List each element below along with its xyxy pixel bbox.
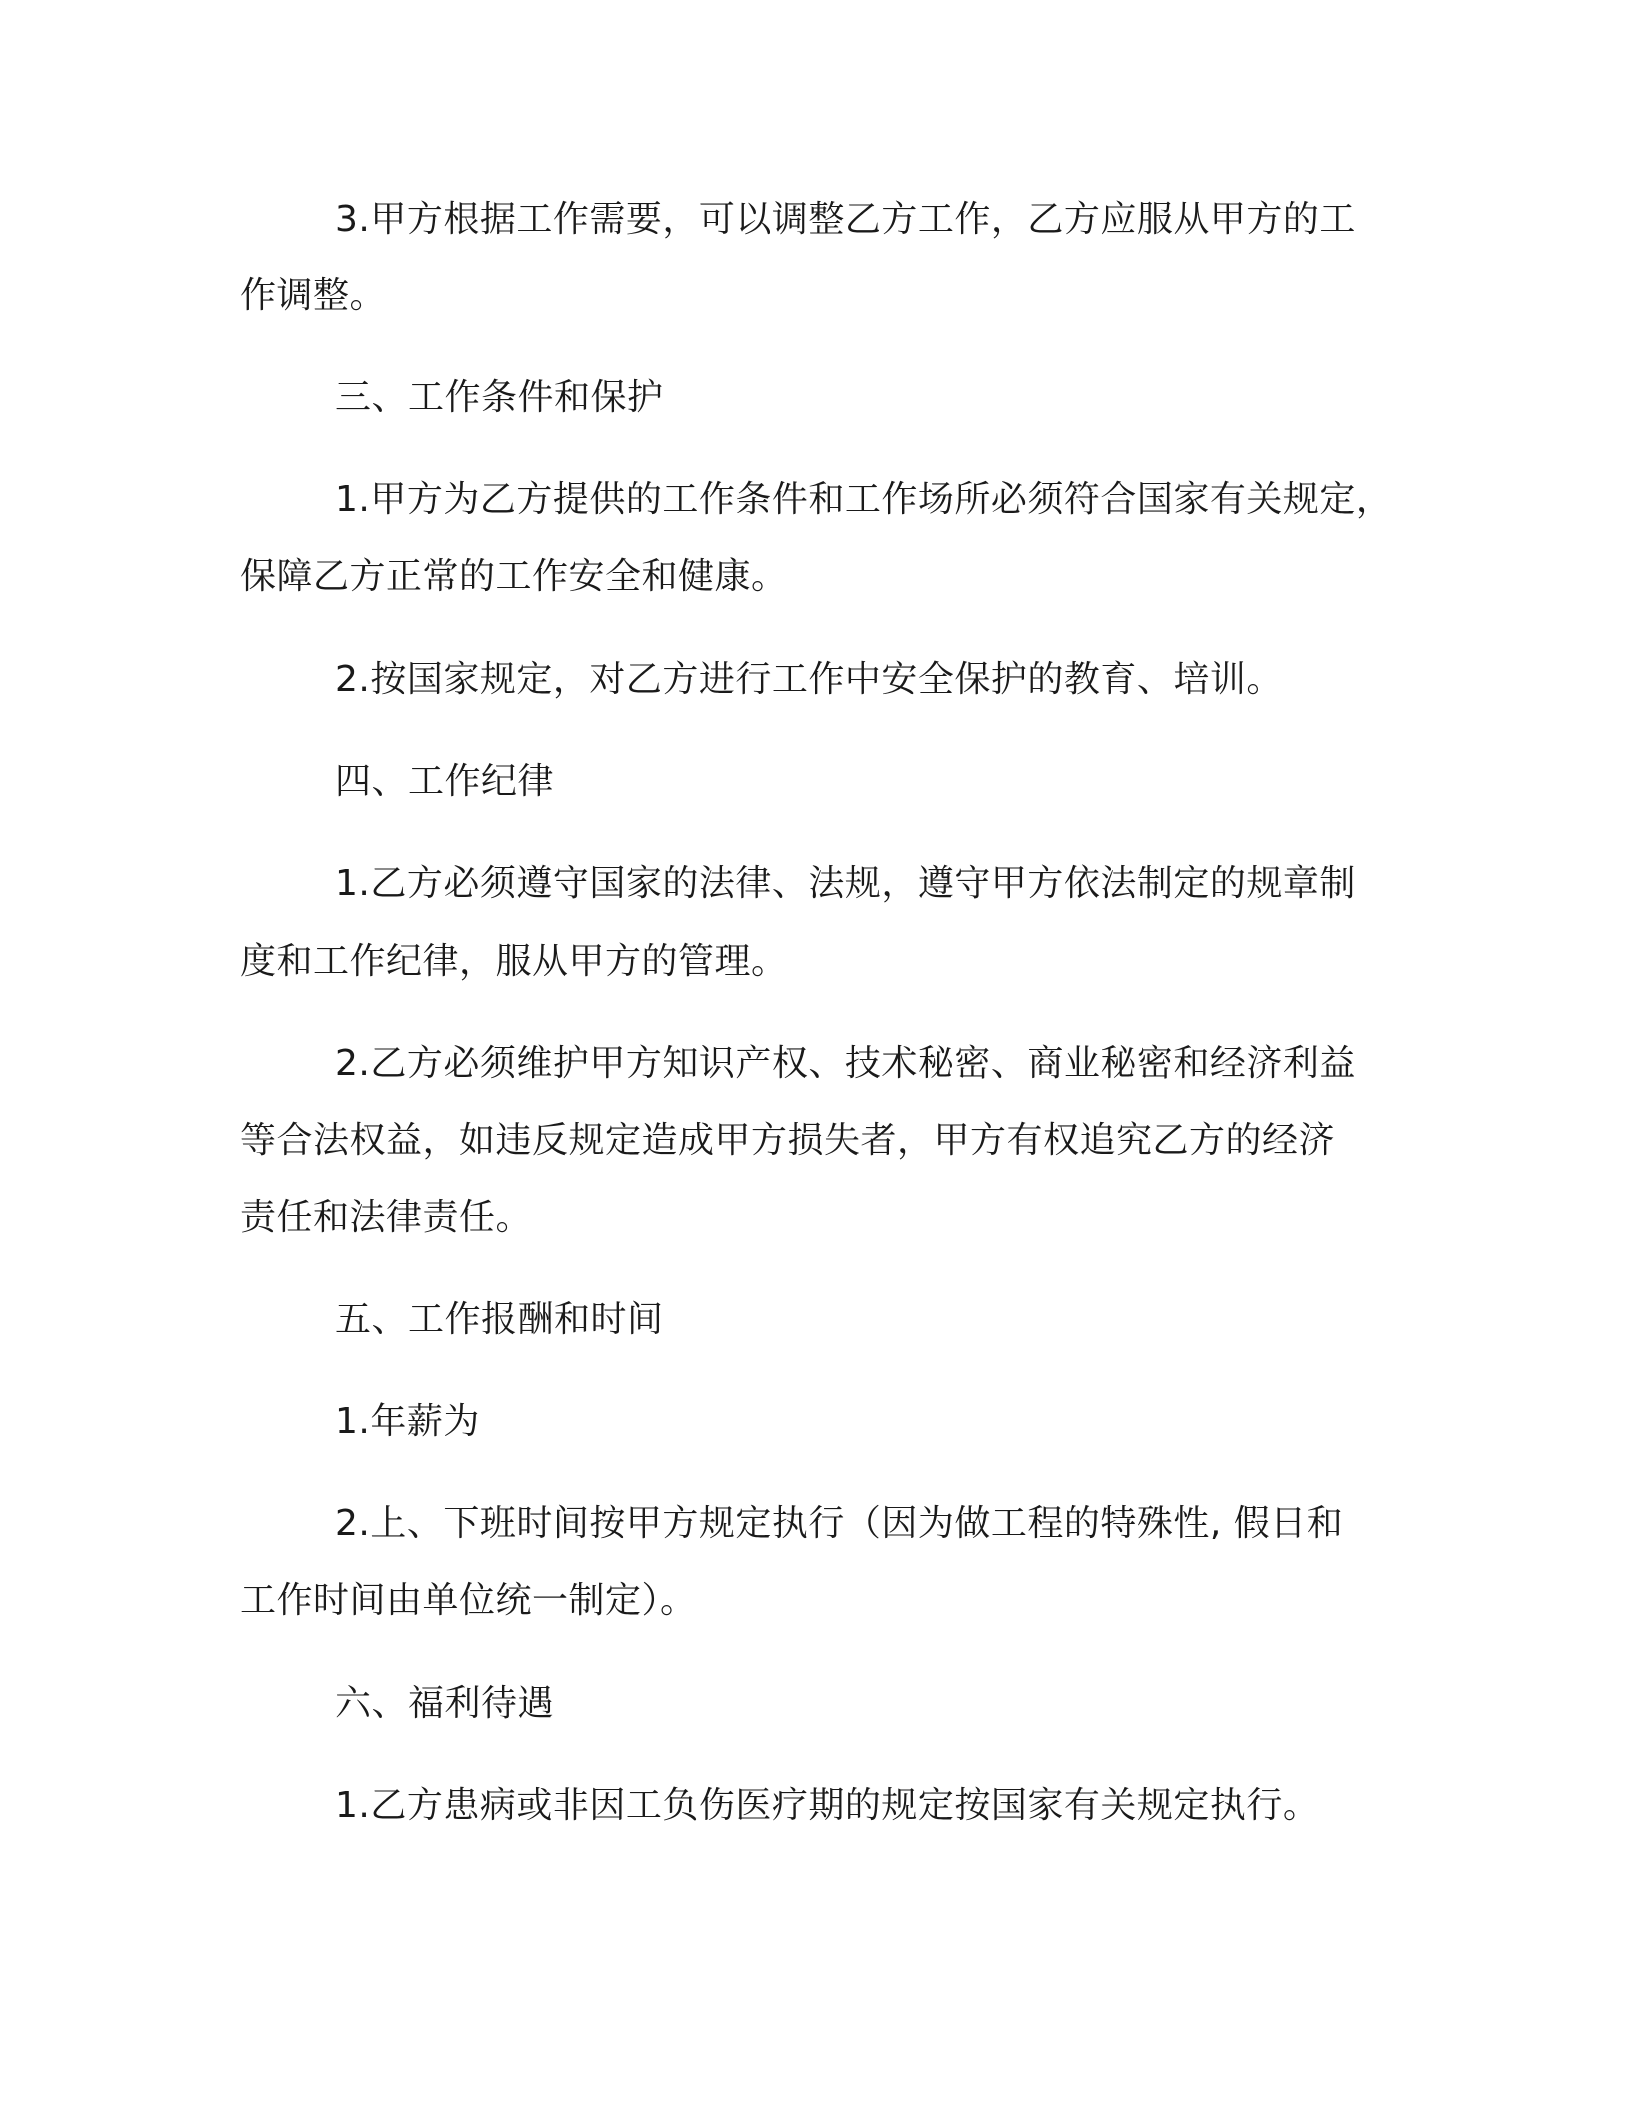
section-5-clause-2-line-2: 工作时间由单位统一制定）。 — [240, 1580, 697, 1621]
section-4-clause-2-line-1: 2.乙方必须维护甲方知识产权、技术秘密、商业秘密和经济利益 — [335, 1043, 1356, 1084]
section-4-clause-2-line-2: 等合法权益，如违反规定造成甲方损失者，甲方有权追究乙方的经济 — [240, 1120, 1336, 1161]
section-4-clause-1-line-2: 度和工作纪律，服从甲方的管理。 — [240, 941, 788, 982]
section-3-clause-2: 2.按国家规定，对乙方进行工作中安全保护的教育、培训。 — [335, 659, 1283, 700]
section-5-clause-1: 1.年薪为 — [335, 1401, 480, 1442]
clause-3-line-2: 作调整。 — [240, 275, 387, 316]
section-5-clause-2-line-1: 2.上、下班时间按甲方规定执行（因为做工程的特殊性, 假日和 — [335, 1503, 1344, 1544]
section-4-clause-1-line-1: 1.乙方必须遵守国家的法律、法规，遵守甲方依法制定的规章制 — [335, 863, 1356, 904]
section-3-clause-1-line-1: 1.甲方为乙方提供的工作条件和工作场所必须符合国家有关规定， — [335, 479, 1393, 520]
section-3-heading: 三、工作条件和保护 — [335, 377, 664, 418]
section-3-clause-1-line-2: 保障乙方正常的工作安全和健康。 — [240, 556, 788, 597]
section-4-clause-2-line-3: 责任和法律责任。 — [240, 1197, 533, 1238]
section-4-heading: 四、工作纪律 — [335, 761, 555, 802]
clause-3-line-1: 3.甲方根据工作需要，可以调整乙方工作，乙方应服从甲方的工 — [335, 199, 1356, 240]
section-5-heading: 五、工作报酬和时间 — [335, 1299, 664, 1340]
section-6-heading: 六、福利待遇 — [335, 1683, 555, 1724]
section-6-clause-1: 1.乙方患病或非因工负伤医疗期的规定按国家有关规定执行。 — [335, 1785, 1320, 1826]
